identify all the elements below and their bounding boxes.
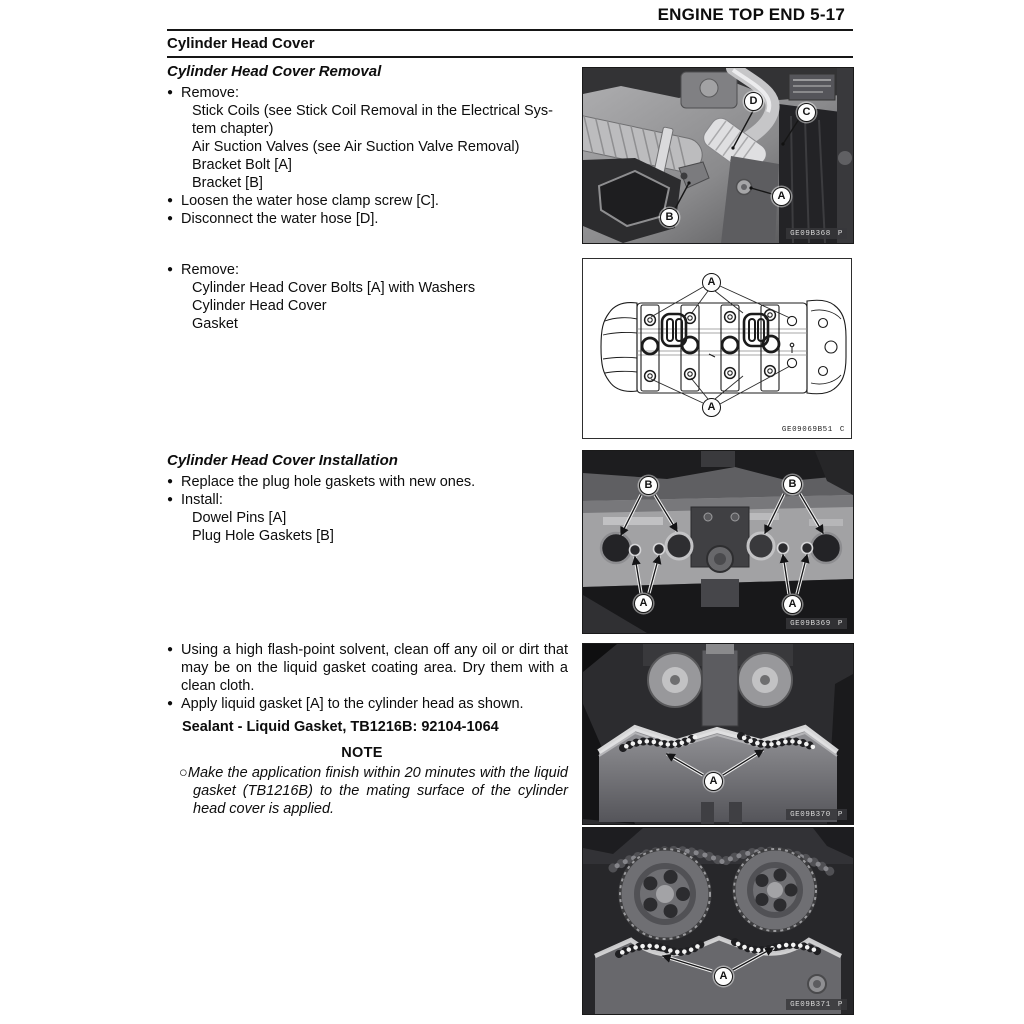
removal-heading: Cylinder Head Cover Removal xyxy=(167,63,382,80)
bullet-item xyxy=(167,695,568,713)
bullet-icon: ● xyxy=(167,698,174,709)
bullet-text: Apply liquid gasket [A] to the cylinder head as shown. xyxy=(181,696,524,712)
figure-sprocket-sealant-photo xyxy=(582,827,854,1015)
bullet-item xyxy=(167,491,568,509)
figure-callout: B xyxy=(783,475,802,494)
bullet-text: Install: xyxy=(181,492,223,508)
sub-item: tem chapter) xyxy=(192,121,274,137)
figure-callout: B xyxy=(660,208,679,227)
note-text: Make the application finish within 20 minutes with the liquid gasket (TB1216B) to the mating surface of the cylinder head cover is applied. xyxy=(187,765,568,817)
bullet-text: Using a high flash-point solvent, clean off any oil or dirt that may be on the liquid gasket coating area. Dry them with a clean cloth. xyxy=(181,642,568,694)
sub-item: Stick Coils (see Stick Coil Removal in the Electrical Sys- xyxy=(192,103,553,119)
bullet-icon: ● xyxy=(167,494,174,505)
figure-callout: A xyxy=(702,398,721,417)
note-section xyxy=(167,744,568,818)
figure-3-illustration xyxy=(583,451,853,633)
figure-code: GE09B368 P xyxy=(786,228,847,239)
figure-4-illustration xyxy=(583,644,853,824)
figure-code: GE09B370 P xyxy=(786,809,847,820)
figure-water-hose-photo xyxy=(582,67,854,244)
bullet-icon: ● xyxy=(167,476,174,487)
installation-section xyxy=(167,452,568,545)
note-title: NOTE xyxy=(341,745,383,761)
sub-item: Cylinder Head Cover Bolts [A] with Washers xyxy=(192,280,476,296)
figure-callout: A xyxy=(702,273,721,292)
bullet-text: Loosen the water hose clamp screw [C]. xyxy=(181,193,439,209)
bullet-item xyxy=(167,192,568,210)
sealant-spec: Sealant - Liquid Gasket, TB1216B: 92104-1064 xyxy=(182,719,499,735)
section-title: Cylinder Head Cover xyxy=(167,35,315,52)
figure-callout: A xyxy=(783,595,802,614)
figure-callout: A xyxy=(704,772,723,791)
bullet-icon: ● xyxy=(167,87,174,98)
figure-liquid-gasket-photo xyxy=(582,643,854,825)
figure-callout: A xyxy=(634,594,653,613)
page-header-title: ENGINE TOP END 5-17 xyxy=(657,5,845,24)
sub-item: Air Suction Valves (see Air Suction Valve Removal) xyxy=(192,139,520,155)
removal-parts-list xyxy=(167,261,568,333)
figure-cover-bolt-diagram xyxy=(582,258,852,439)
sub-item: Plug Hole Gaskets [B] xyxy=(192,528,334,544)
note-circle-icon: ○ xyxy=(179,765,188,781)
header-rule xyxy=(167,29,853,31)
bullet-icon: ● xyxy=(167,264,174,275)
figure-callout: D xyxy=(744,92,763,111)
figure-callout: A xyxy=(714,967,733,986)
removal-section xyxy=(167,63,568,228)
installation-heading: Cylinder Head Cover Installation xyxy=(167,452,398,469)
bullet-text: Remove: xyxy=(181,262,240,278)
figure-code: GE09069B51 C xyxy=(781,426,845,434)
sub-item: Bracket Bolt [A] xyxy=(192,157,292,173)
bullet-icon: ● xyxy=(167,644,174,655)
bullet-item xyxy=(167,261,568,279)
figure-callout: C xyxy=(797,103,816,122)
figure-plug-hole-gasket-photo xyxy=(582,450,854,634)
bullet-icon: ● xyxy=(167,213,174,224)
bullet-text: Remove: xyxy=(181,85,240,101)
sub-item: Gasket xyxy=(192,316,238,332)
figure-code: GE09B369 P xyxy=(786,618,847,629)
section-rule xyxy=(167,56,853,58)
bullet-text: Disconnect the water hose [D]. xyxy=(181,211,379,227)
figure-callout: B xyxy=(639,476,658,495)
figure-code: GE09B371 P xyxy=(786,999,847,1010)
liquid-gasket-section xyxy=(167,641,568,736)
bullet-item xyxy=(167,641,568,695)
sub-item: Dowel Pins [A] xyxy=(192,510,287,526)
figure-1-illustration xyxy=(583,68,853,243)
bullet-item xyxy=(167,473,568,491)
bullet-text: Replace the plug hole gaskets with new ones. xyxy=(181,474,476,490)
sub-item: Bracket [B] xyxy=(192,175,263,191)
note-paragraph xyxy=(167,764,568,818)
sub-item: Cylinder Head Cover xyxy=(192,298,327,314)
figure-callout: A xyxy=(772,187,791,206)
bullet-icon: ● xyxy=(167,195,174,206)
bullet-item xyxy=(167,84,568,102)
bullet-item xyxy=(167,210,568,228)
figure-5-illustration xyxy=(583,828,853,1014)
